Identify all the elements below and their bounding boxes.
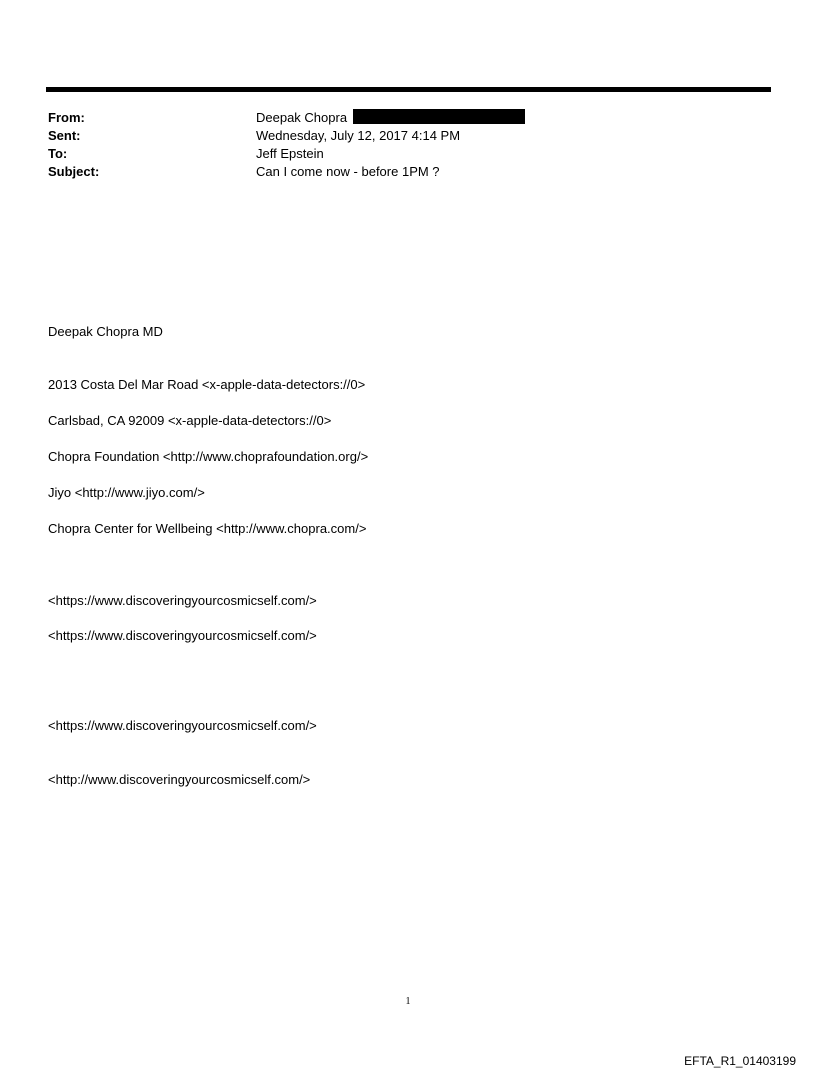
signature-foundation: Chopra Foundation <http://www.choprafoundation.org/> (48, 449, 369, 464)
subject-value: Can I come now - before 1PM ? (256, 164, 440, 179)
signature-address-line1: 2013 Costa Del Mar Road <x-apple-data-detectors://0> (48, 377, 366, 392)
from-row (48, 109, 768, 127)
subject-row (48, 163, 768, 181)
signature-address-line2: Carlsbad, CA 92009 <x-apple-data-detectors://0> (48, 413, 332, 428)
sender-name: Deepak Chopra (256, 110, 348, 125)
signature-link-2: <https://www.discoveringyourcosmicself.com/> (48, 628, 317, 643)
signature-jiyo: Jiyo <http://www.jiyo.com/> (48, 485, 205, 500)
sent-value: Wednesday, July 12, 2017 4:14 PM (256, 128, 461, 143)
subject-label: Subject: (48, 164, 100, 179)
from-value (256, 109, 768, 127)
signature-center: Chopra Center for Wellbeing <http://www.chopra.com/> (48, 521, 367, 536)
redaction-box (353, 109, 525, 124)
header-divider (46, 87, 771, 92)
sent-label: Sent: (48, 128, 81, 143)
sent-row (48, 127, 768, 145)
signature-link-1: <https://www.discoveringyourcosmicself.com/> (48, 593, 317, 608)
to-label: To: (48, 146, 68, 161)
signature-link-3: <https://www.discoveringyourcosmicself.com/> (48, 718, 317, 733)
bates-number: EFTA_R1_01403199 (684, 1054, 796, 1068)
email-header (48, 109, 768, 181)
to-row (48, 145, 768, 163)
page-number: 1 (405, 996, 411, 1007)
signature-name: Deepak Chopra MD (48, 324, 163, 339)
to-value: Jeff Epstein (256, 146, 324, 161)
from-label: From: (48, 110, 85, 125)
signature-link-4: <http://www.discoveringyourcosmicself.com/> (48, 772, 311, 787)
